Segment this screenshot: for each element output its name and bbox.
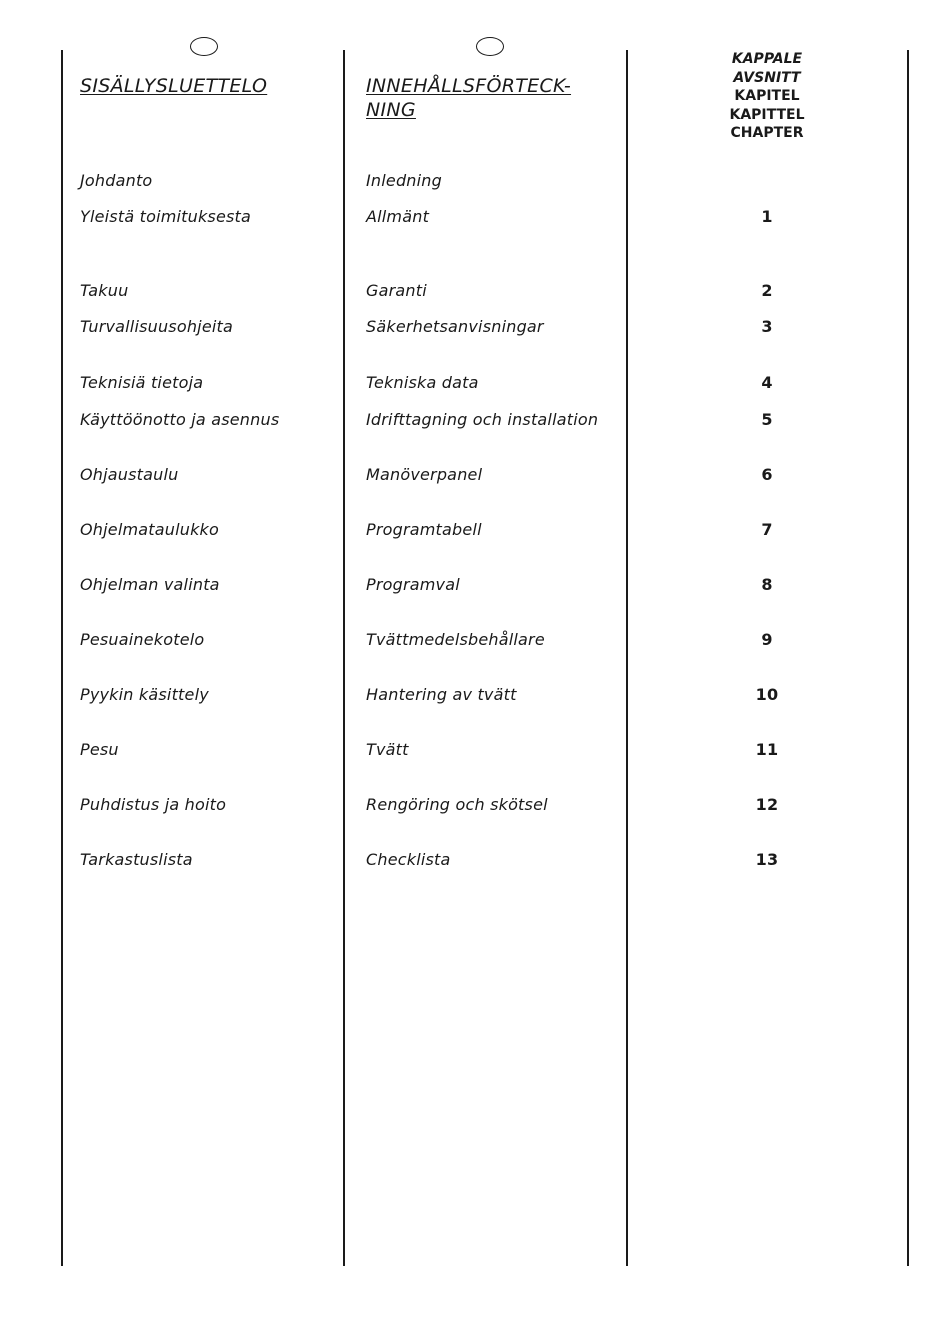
sweden-country-oval-icon (476, 37, 504, 56)
toc-chapter-number: 12 (755, 795, 779, 814)
toc-chapter-number: 4 (761, 373, 773, 392)
swedish-toc-title (366, 74, 571, 122)
toc-entry-finnish: Pesu (80, 740, 119, 759)
toc-entry-finnish: Yleistä toimituksesta (80, 207, 252, 226)
toc-entry-swedish: Manöverpanel (366, 465, 483, 484)
column-rule-left (61, 50, 63, 1266)
toc-row (0, 408, 936, 432)
chapter-label-en: CHAPTER (730, 125, 804, 141)
toc-chapter-number: 5 (761, 410, 773, 429)
toc-row (0, 848, 936, 872)
column-rule-mid-2 (626, 50, 628, 1266)
chapter-column-heading (700, 50, 834, 143)
toc-entry-finnish: Johdanto (80, 171, 153, 190)
toc-entry-finnish: Tarkastuslista (80, 850, 193, 869)
toc-row (0, 169, 936, 193)
toc-chapter-number: 1 (761, 207, 773, 226)
chapter-label-fi: KAPPALE (731, 51, 803, 67)
toc-row (0, 793, 936, 817)
toc-entry-swedish: Programtabell (366, 520, 482, 539)
toc-entry-swedish: Säkerhetsanvisningar (366, 317, 544, 336)
toc-entry-swedish: Garanti (366, 281, 427, 300)
swedish-toc-title-line1: INNEHÅLLSFÖRTECK- (366, 75, 572, 97)
chapter-label-de: KAPITEL (734, 88, 800, 104)
toc-entry-finnish: Ohjelmataulukko (80, 520, 219, 539)
toc-entry-finnish: Käyttöönotto ja asennus (80, 410, 280, 429)
toc-entry-finnish: Teknisiä tietoja (80, 373, 204, 392)
swedish-toc-title-line2: NING (366, 99, 416, 121)
toc-entry-swedish: Hantering av tvätt (366, 685, 517, 704)
chapter-label-sv: AVSNITT (733, 69, 801, 86)
toc-row (0, 315, 936, 339)
chapter-label-no: KAPITTEL (729, 106, 805, 123)
toc-entry-swedish: Idrifttagning och installation (366, 410, 599, 429)
toc-entry-finnish: Pyykin käsittely (80, 685, 209, 704)
toc-entry-finnish: Ohjaustaulu (80, 465, 179, 484)
toc-chapter-number: 11 (755, 740, 779, 759)
toc-entry-swedish: Programval (366, 575, 460, 594)
toc-row (0, 518, 936, 542)
column-rule-right (907, 50, 909, 1266)
toc-chapter-number: 6 (761, 465, 773, 484)
toc-chapter-number: 3 (761, 317, 773, 336)
toc-entry-swedish: Allmänt (366, 207, 430, 226)
toc-entry-swedish: Rengöring och skötsel (366, 795, 548, 814)
toc-chapter-number: 10 (755, 685, 779, 704)
toc-row (0, 573, 936, 597)
toc-entry-swedish: Inledning (366, 171, 442, 190)
toc-row (0, 279, 936, 303)
toc-row (0, 628, 936, 652)
toc-chapter-number: 8 (761, 575, 773, 594)
toc-chapter-number: 2 (761, 281, 773, 300)
toc-entry-finnish: Puhdistus ja hoito (80, 795, 227, 814)
toc-row (0, 205, 936, 229)
toc-chapter-number: 9 (761, 630, 773, 649)
toc-entry-finnish: Ohjelman valinta (80, 575, 220, 594)
toc-entry-finnish: Turvallisuusohjeita (80, 317, 233, 336)
toc-row (0, 738, 936, 762)
column-rule-mid-1 (343, 50, 345, 1266)
toc-entry-finnish: Pesuainekotelo (80, 630, 205, 649)
toc-row (0, 683, 936, 707)
toc-row (0, 463, 936, 487)
toc-entry-swedish: Checklista (366, 850, 451, 869)
toc-entry-swedish: Tvättmedelsbehållare (366, 630, 545, 649)
toc-entry-swedish: Tekniska data (366, 373, 479, 392)
toc-row (0, 371, 936, 395)
toc-entry-finnish: Takuu (80, 281, 129, 300)
finland-country-oval-icon (190, 37, 218, 56)
toc-entry-swedish: Tvätt (366, 740, 409, 759)
toc-chapter-number: 7 (761, 520, 773, 539)
finnish-toc-title: SISÄLLYSLUETTELO (80, 75, 268, 97)
toc-chapter-number: 13 (755, 850, 779, 869)
